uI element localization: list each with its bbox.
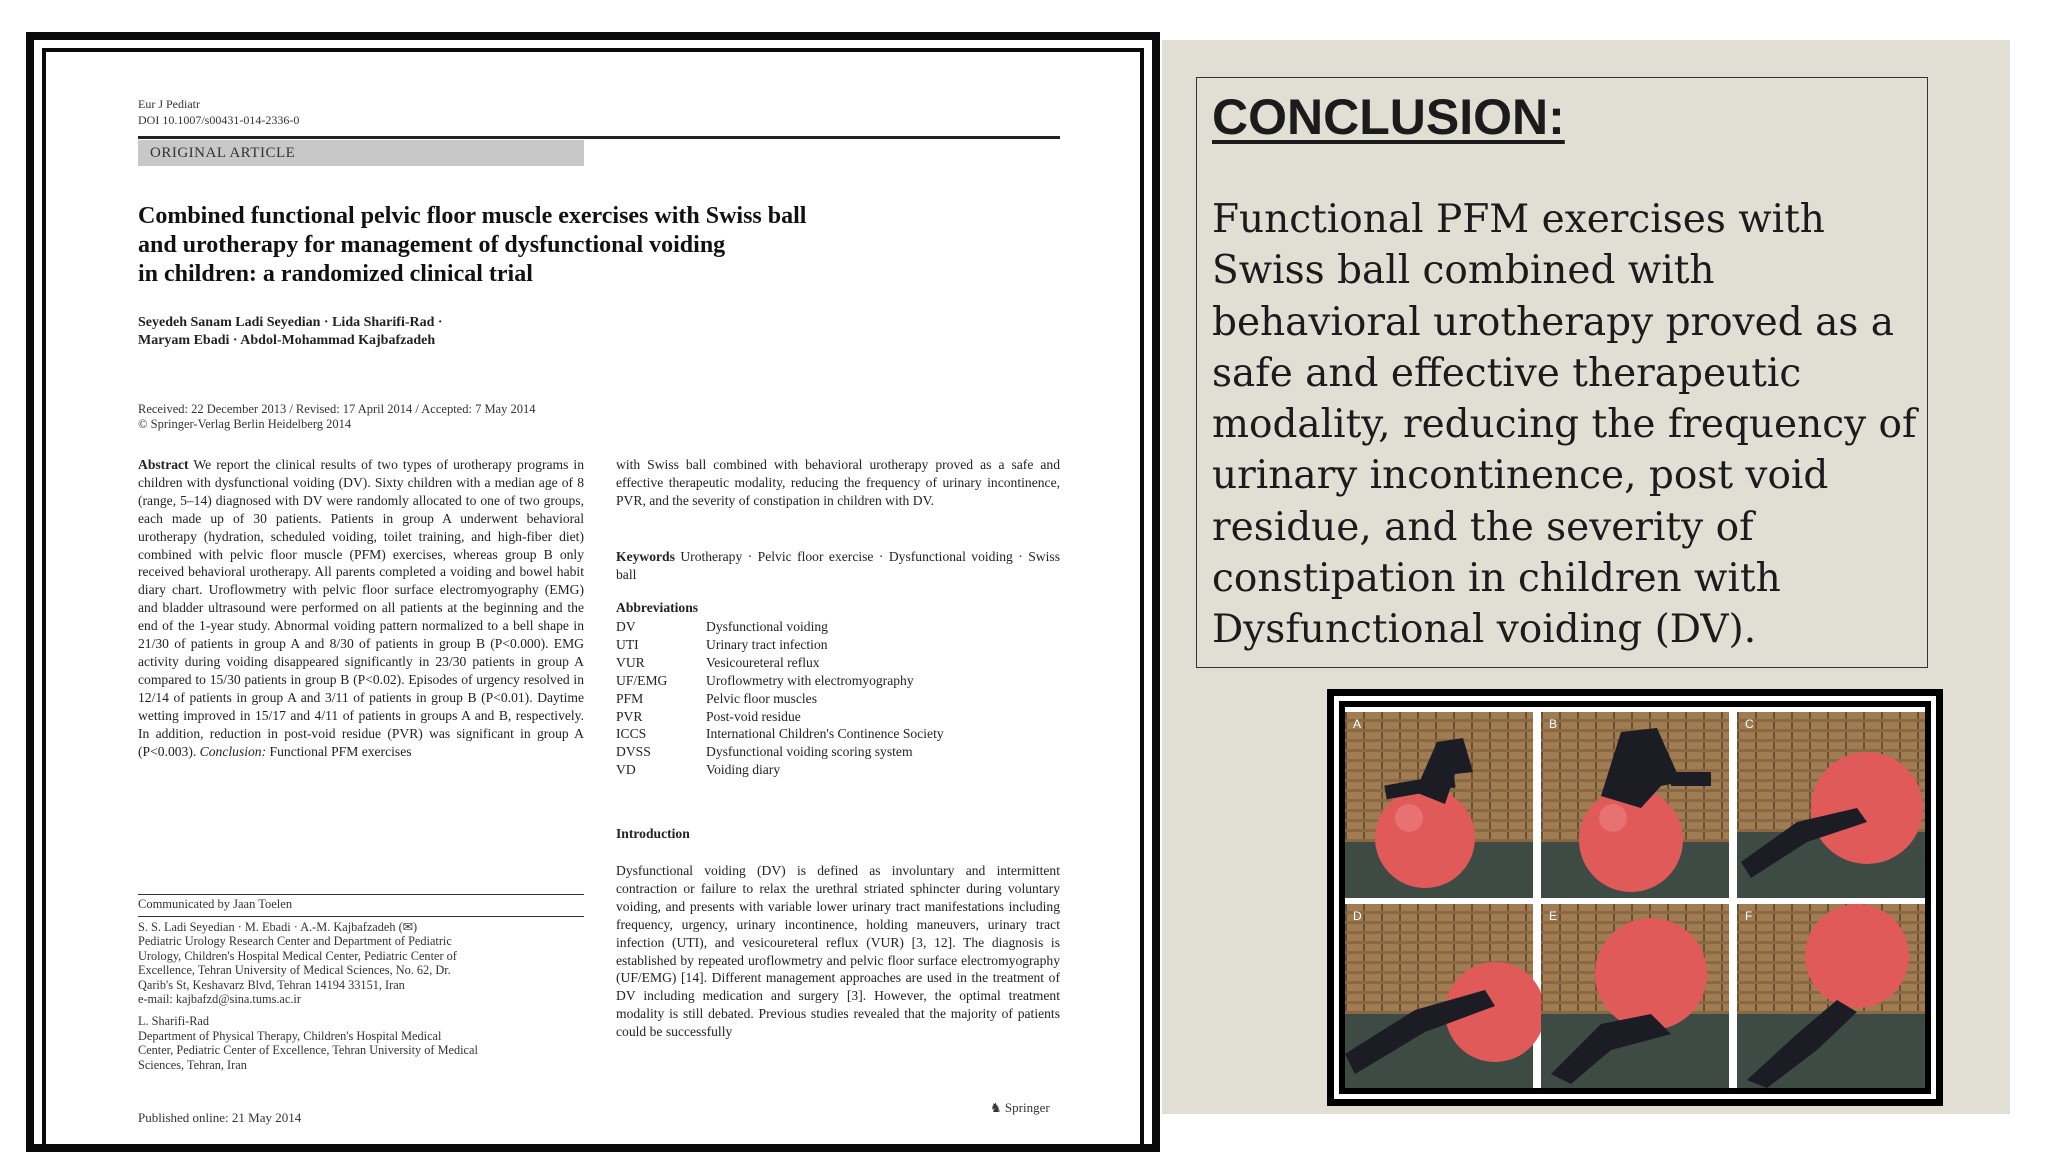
abstract-label: Abstract [138,457,189,472]
springer-horse-icon: ♞ [990,1100,1002,1115]
abbr-key: PVR [616,708,643,724]
abbreviation-row [616,690,944,708]
doi: DOI 10.1007/s00431-014-2336-0 [138,113,300,127]
title-line: and urotherapy for management of dysfunctional voiding [138,232,726,258]
published-online: Published online: 21 May 2014 [138,1110,302,1125]
journal-header [138,96,299,128]
affiliation-line: Excellence, Tehran University of Medical Sciences, No. 62, Dr. [138,963,451,978]
affiliation-line: Qarib's St, Keshavarz Blvd, Tehran 14194 33151, Iran [138,977,405,992]
exercise-photo-grid [1345,712,1925,1088]
abbr-key: UTI [616,636,639,652]
affiliation-line: Urology, Children's Hospital Medical Center, Pediatric Center of [138,948,457,963]
communicated-by: Communicated by Jaan Toelen [138,897,293,911]
publisher-logo [990,1100,1050,1116]
photo-panel-e [1541,904,1729,1088]
abbr-value: Post-void residue [706,708,801,724]
panel-label: A [1353,717,1362,731]
affiliation-line: Department of Physical Therapy, Children's Hospital Medical [138,1028,442,1043]
abstract-conclusion-label: Conclusion: [199,743,267,759]
abbreviation-row [616,636,944,654]
affiliation-line: Pediatric Urology Research Center and Department of Pediatric [138,934,452,949]
article-dates [138,402,535,432]
abbreviation-row [616,672,944,690]
panel-label: C [1745,717,1754,731]
abstract [138,456,584,760]
panel-label: D [1353,909,1362,923]
introduction-heading: Introduction [616,826,690,841]
abbr-value: Voiding diary [706,762,781,778]
affiliation-line: Sciences, Tehran, Iran [138,1057,247,1072]
photo-panel-b [1541,712,1729,898]
panel-label: F [1745,909,1753,923]
abbr-key: UF/EMG [616,672,668,688]
abbr-key: DV [616,619,636,634]
article-type-label: ORIGINAL ARTICLE [138,140,584,166]
header-rule [138,136,1060,139]
author-line: Seyedeh Sanam Ladi Seyedian · Lida Sharifi-Rad · [138,315,443,330]
authors [138,314,443,350]
photo-panel-c [1737,712,1925,898]
abbr-value: Urinary tract infection [706,636,828,652]
introduction-text: Dysfunctional voiding (DV) is defined as involuntary and intermittent contraction or failure to relax the urethral striated sphincter during voluntary voiding, and presents with variable lower urinary tract manifestations including frequency, urgency, urinary incontinence, holding maneuvers, urinary tract infection (UTI), and vesicoureteral reflux (VUR) [3, 12]. The diagnosis is established by repeated uroflowmetry and pelvic floor surface electromyography (UF/EMG) [14]. Different management approaches are used in the treatment of DV including medication and surgery [3]. However, the optimal treatment modality is still debated. Previous studies revealed that the majority of patients could be successfully [616,863,1060,1040]
abstract-continued: with Swiss ball combined with behavioral urotherapy proved as a safe and effective therapeutic modality, reducing the frequency of urinary incontinence, PVR, and the severity of constipation in children with DV. [616,457,1060,508]
affiliation-line: L. Sharifi-Rad [138,1014,210,1029]
panel-label: E [1549,909,1558,923]
abbreviation-row [616,743,944,761]
abbreviation-row [616,725,944,743]
paper-page [42,48,1144,1144]
abbreviations-heading: Abbreviations [616,600,699,615]
abstract-conclusion-text: Functional PFM exercises [269,743,412,759]
author-line: Maryam Ebadi · Abdol-Mohammad Kajbafzadeh [138,333,436,348]
title-line: Combined functional pelvic floor muscle exercises with Swiss ball [138,203,807,229]
abbr-value: Dysfunctional voiding scoring system [706,744,913,760]
abbreviation-row [616,708,944,726]
publisher-name: Springer [1004,1100,1050,1115]
affiliation-line: S. S. Ladi Seyedian · M. Ebadi · A.-M. Kajbafzadeh (✉) [138,920,418,934]
photo-panel-a [1345,712,1533,898]
affiliation-email: e-mail: kajbafzd@sina.tums.ac.ir [138,992,301,1007]
abbreviation-row [616,618,944,636]
abbr-value: Uroflowmetry with electromyography [706,672,914,688]
journal-name: Eur J Pediatr [138,97,200,111]
abbr-value: International Children's Continence Society [706,726,944,742]
keywords-text: Urotherapy · Pelvic floor exercise · Dysfunctional voiding · Swiss ball [616,549,1060,582]
title-line: in children: a randomized clinical trial [138,261,533,287]
abbr-key: ICCS [616,726,647,742]
divider [138,916,584,917]
conclusion-text: Functional PFM exercises with Swiss ball combined with behavioral urotherapy proved as a safe and effective therapeutic modality, reducing the frequency of urinary incontinence, post void residue, and the severity of constipation in children with Dysfunctional voiding (DV). [1212,197,1917,653]
panel-label: B [1549,717,1558,731]
photo-panel-f [1737,904,1925,1088]
abbr-value: Vesicoureteral reflux [706,654,820,670]
paper-frame [26,32,1160,1152]
abbreviation-row [616,761,944,779]
photo-panel-d [1345,904,1545,1088]
received-dates: Received: 22 December 2013 / Revised: 17 April 2014 / Accepted: 7 May 2014 [138,402,536,416]
conclusion-heading: CONCLUSION: [1212,89,1565,145]
affiliation-line: Center, Pediatric Center of Excellence, Tehran University of Medical [138,1043,478,1058]
abbr-key: PFM [616,690,644,706]
abbreviations-list [616,618,944,779]
abbreviation-row [616,654,944,672]
abbr-value: Dysfunctional voiding [706,619,828,634]
divider [138,894,584,895]
abbr-key: VD [616,762,636,778]
paper-title [138,202,1038,289]
copyright: © Springer-Verlag Berlin Heidelberg 2014 [138,417,352,431]
keywords-label: Keywords [616,549,675,564]
abbr-key: DVSS [616,744,651,760]
keywords [616,548,1060,584]
abstract-text: We report the clinical results of two types of urotherapy programs in children with dysfunctional voiding (DV). Sixty children with a median age of 8 (range, 5–14) diagnosed with DV were randomly allocated to one of two groups, each made up of 30 patients. Patients in group A underwent behavioral urotherapy (hydration, scheduled voiding, toilet training, and high-fiber diet) combined with pelvic floor muscle (PFM) exercises, whereas group B only received behavioral urotherapy. All parents completed a voiding and bowel habit diary chart. Uroflowmetry with pelvic floor surface electromyography (EMG) and bladder ultrasound were performed on all patients at the beginning and the end of the 1-year study. Abnormal voiding pattern normalized to a bell shape in 21/30 of patients in group A and 8/30 of patients in group B (P<0.000). EMG activity during voiding disappeared significantly in 23/30 patients in group A compared to 15/30 patients in group B (P<0.02). Episodes of urgency resolved in 12/14 of patients in group A and 3/11 of patients in group B (P<0.01). Daytime wetting improved in 15/17 and 4/11 of patients in groups A and B, respectively. In addition, reduction in post-void residue (PVR) was significant in group A (P<0.003). [138,457,585,759]
affiliations [138,920,584,1072]
abbr-key: VUR [616,654,645,670]
abbr-value: Pelvic floor muscles [706,690,817,706]
